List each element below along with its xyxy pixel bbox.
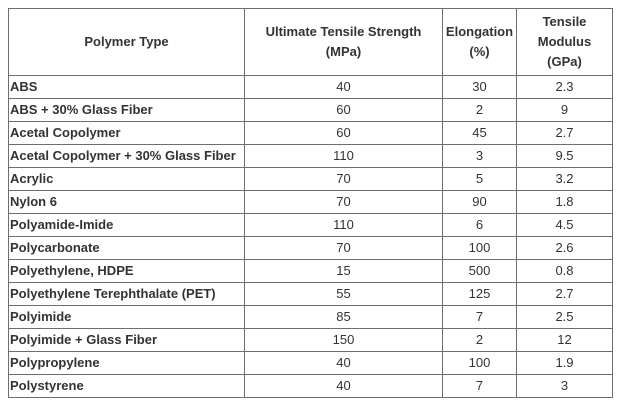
- cell-elongation: 7: [443, 306, 517, 329]
- cell-elongation: 125: [443, 283, 517, 306]
- header-ultimate-tensile-strength: Ultimate Tensile Strength (MPa): [245, 9, 443, 76]
- cell-polymer-type: Nylon 6: [9, 191, 245, 214]
- cell-elongation: 30: [443, 76, 517, 99]
- table-row: [9, 191, 613, 214]
- cell-polymer-type: Acetal Copolymer: [9, 122, 245, 145]
- table-row: [9, 260, 613, 283]
- table-row: [9, 329, 613, 352]
- cell-polymer-type: Acrylic: [9, 168, 245, 191]
- table-row: [9, 306, 613, 329]
- header-row: [9, 9, 613, 76]
- cell-elongation: 2: [443, 99, 517, 122]
- table-row: [9, 122, 613, 145]
- cell-tensile-modulus: 12: [517, 329, 613, 352]
- table-row: [9, 375, 613, 398]
- cell-tensile-strength: 60: [245, 99, 443, 122]
- cell-elongation: 90: [443, 191, 517, 214]
- cell-elongation: 3: [443, 145, 517, 168]
- table-row: [9, 168, 613, 191]
- cell-tensile-strength: 60: [245, 122, 443, 145]
- cell-polymer-type: Polystyrene: [9, 375, 245, 398]
- cell-tensile-strength: 110: [245, 214, 443, 237]
- cell-tensile-strength: 70: [245, 191, 443, 214]
- cell-polymer-type: Polycarbonate: [9, 237, 245, 260]
- table-row: [9, 283, 613, 306]
- polymer-properties-table: [8, 8, 613, 398]
- cell-polymer-type: Acetal Copolymer + 30% Glass Fiber: [9, 145, 245, 168]
- cell-tensile-strength: 40: [245, 76, 443, 99]
- cell-tensile-strength: 150: [245, 329, 443, 352]
- header-tensile-modulus: Tensile Modulus (GPa): [517, 9, 613, 76]
- cell-polymer-type: Polypropylene: [9, 352, 245, 375]
- cell-tensile-modulus: 9: [517, 99, 613, 122]
- cell-elongation: 100: [443, 352, 517, 375]
- table-row: [9, 352, 613, 375]
- cell-tensile-modulus: 1.9: [517, 352, 613, 375]
- cell-polymer-type: Polyimide: [9, 306, 245, 329]
- cell-tensile-strength: 15: [245, 260, 443, 283]
- cell-tensile-strength: 110: [245, 145, 443, 168]
- cell-tensile-strength: 40: [245, 352, 443, 375]
- cell-elongation: 7: [443, 375, 517, 398]
- cell-polymer-type: Polyamide-Imide: [9, 214, 245, 237]
- cell-tensile-modulus: 2.7: [517, 283, 613, 306]
- cell-tensile-strength: 70: [245, 168, 443, 191]
- header-polymer-type: Polymer Type: [9, 9, 245, 76]
- cell-elongation: 2: [443, 329, 517, 352]
- cell-tensile-modulus: 2.3: [517, 76, 613, 99]
- cell-tensile-strength: 85: [245, 306, 443, 329]
- cell-elongation: 500: [443, 260, 517, 283]
- header-elongation: Elongation (%): [443, 9, 517, 76]
- table-row: [9, 76, 613, 99]
- cell-tensile-modulus: 4.5: [517, 214, 613, 237]
- cell-tensile-modulus: 3: [517, 375, 613, 398]
- table-row: [9, 99, 613, 122]
- cell-polymer-type: ABS + 30% Glass Fiber: [9, 99, 245, 122]
- cell-tensile-strength: 70: [245, 237, 443, 260]
- cell-polymer-type: Polyethylene, HDPE: [9, 260, 245, 283]
- cell-tensile-strength: 40: [245, 375, 443, 398]
- table-row: [9, 214, 613, 237]
- cell-polymer-type: ABS: [9, 76, 245, 99]
- cell-polymer-type: Polyimide + Glass Fiber: [9, 329, 245, 352]
- cell-tensile-modulus: 3.2: [517, 168, 613, 191]
- cell-tensile-strength: 55: [245, 283, 443, 306]
- cell-tensile-modulus: 1.8: [517, 191, 613, 214]
- table-body: [9, 76, 613, 398]
- cell-elongation: 6: [443, 214, 517, 237]
- cell-tensile-modulus: 2.7: [517, 122, 613, 145]
- cell-elongation: 5: [443, 168, 517, 191]
- cell-tensile-modulus: 9.5: [517, 145, 613, 168]
- cell-tensile-modulus: 2.5: [517, 306, 613, 329]
- table-row: [9, 237, 613, 260]
- cell-elongation: 45: [443, 122, 517, 145]
- table-row: [9, 145, 613, 168]
- polymer-properties-table-container: [8, 8, 613, 398]
- cell-tensile-modulus: 2.6: [517, 237, 613, 260]
- cell-polymer-type: Polyethylene Terephthalate (PET): [9, 283, 245, 306]
- cell-tensile-modulus: 0.8: [517, 260, 613, 283]
- cell-elongation: 100: [443, 237, 517, 260]
